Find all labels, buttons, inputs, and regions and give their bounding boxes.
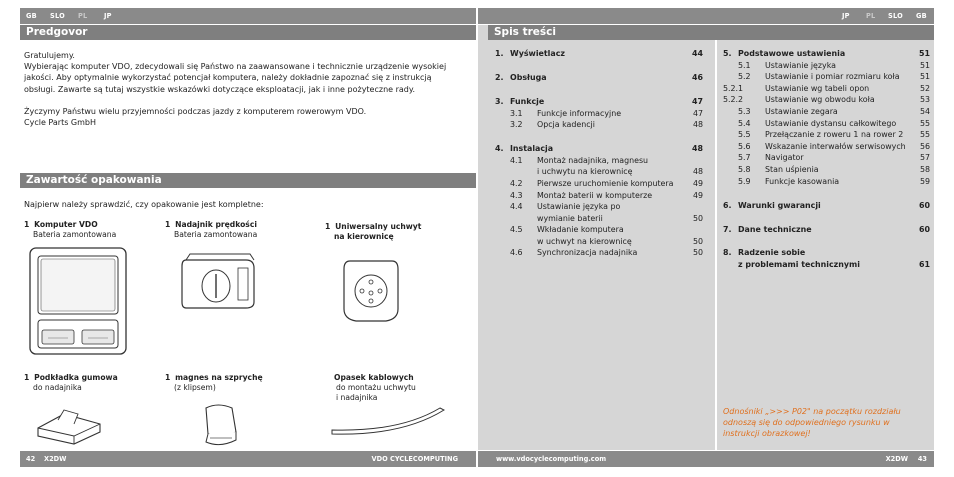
toc-entry[interactable]	[723, 200, 930, 212]
toc-entry[interactable]	[495, 213, 703, 225]
lang-jp[interactable]: JP	[104, 12, 112, 20]
toc-entry[interactable]	[495, 190, 703, 202]
toc-text: Pierwsze uruchomienie komputera	[537, 178, 674, 188]
footer-model-left: X2DW	[44, 455, 67, 463]
preface-spacer	[24, 95, 469, 106]
toc-page: 54	[919, 106, 930, 116]
toc-entry[interactable]	[495, 247, 703, 259]
toc-text: Ustawianie i pomiar rozmiaru koła	[765, 72, 900, 82]
footer-model-right: X2DW	[885, 455, 908, 463]
toc-entry[interactable]	[495, 178, 703, 190]
note-line: instrukcji obrazkowej!	[723, 429, 811, 439]
toc-gap	[723, 235, 930, 247]
toc-text: w uchwyt na kierownicę	[537, 236, 632, 246]
toc-number: 2.	[495, 72, 504, 82]
toc-entry[interactable]	[495, 72, 703, 84]
item-sub: i nadajnika	[336, 393, 378, 403]
item-name: Komputer VDO	[34, 220, 98, 229]
toc-number: 5.1	[738, 60, 751, 70]
toc-entry[interactable]	[723, 224, 930, 236]
toc-gap	[723, 187, 930, 199]
toc-number: 4.4	[510, 202, 523, 212]
item-qty: 1	[24, 373, 30, 382]
item-sub: Bateria zamontowana	[174, 230, 258, 240]
toc-number: 3.	[495, 96, 504, 106]
toc-number: 4.3	[510, 190, 523, 200]
toc-gap	[723, 211, 930, 223]
toc-text: Wkładanie komputera	[537, 225, 624, 235]
toc-page: 51	[919, 72, 930, 82]
transmitter-illustration	[180, 252, 260, 312]
lang-gb[interactable]: GB	[26, 12, 37, 20]
toc-text: Ustawianie języka po	[537, 202, 621, 212]
item-magnet	[165, 373, 263, 393]
toc-page: 55	[919, 118, 930, 128]
lang-gb-right[interactable]: GB	[916, 12, 927, 20]
footer-right	[478, 451, 934, 467]
item-name: Nadajnik prędkości	[175, 220, 257, 229]
item-qty: 1	[24, 220, 30, 229]
item-sub: do nadajnika	[33, 383, 82, 393]
item-name: magnes na szprychę	[175, 373, 263, 382]
item-name: Opasek kablowych	[334, 373, 414, 382]
lang-slo-right[interactable]: SLO	[888, 12, 903, 20]
toc-page: 49	[692, 190, 703, 200]
toc-entry[interactable]	[723, 60, 930, 72]
toc-page: 51	[919, 60, 930, 70]
toc-page: 50	[692, 248, 703, 258]
lang-slo[interactable]: SLO	[50, 12, 65, 20]
toc-text: Ustawianie wg obwodu koła	[765, 95, 875, 105]
toc-entry[interactable]	[495, 143, 703, 155]
toc-text: Ustawianie zegara	[765, 106, 838, 116]
toc-number: 5.5	[738, 130, 751, 140]
toc-text: i uchwytu na kierownicę	[537, 167, 633, 177]
toc-gap	[495, 60, 703, 72]
item-bracket	[325, 222, 421, 242]
footer-brand: VDO CYCLECOMPUTING	[371, 455, 458, 463]
toc-page: 48	[692, 120, 703, 130]
toc-text: Funkcje	[510, 96, 545, 106]
toc-number: 3.2	[510, 120, 523, 130]
toc-entry[interactable]	[723, 247, 930, 259]
toc-text: Stan uśpienia	[765, 164, 819, 174]
note-line: odnoszą się do odpowiedniego rysunku w	[723, 418, 890, 428]
toc-entry[interactable]	[495, 155, 703, 167]
toc-entry[interactable]	[723, 129, 930, 141]
toc-number: 5.3	[738, 106, 751, 116]
toc-page: 47	[692, 96, 703, 106]
toc-entry[interactable]	[495, 96, 703, 108]
item-name: Uniwersalny uchwyt	[335, 222, 422, 231]
toc-entry[interactable]	[723, 152, 930, 164]
preface-text	[24, 50, 469, 128]
toc-entry[interactable]	[723, 118, 930, 130]
toc-text: Wyświetlacz	[510, 49, 565, 58]
toc-entry[interactable]	[723, 83, 930, 95]
toc-number: 5.2	[738, 72, 751, 82]
toc-entry[interactable]	[495, 108, 703, 120]
item-transmitter	[165, 220, 257, 240]
cable-tie-illustration	[330, 404, 448, 438]
preface-line: obsługi. Zawarte są tutaj wszystkie wskazówki dotyczące eksploatacji, jak i inne pożyteczne rady.	[24, 84, 416, 94]
toc-entry[interactable]	[495, 224, 703, 236]
item-cable-ties	[334, 373, 416, 404]
toc-entry[interactable]	[723, 106, 930, 118]
toc-number: 5.8	[738, 164, 751, 174]
toc-number: 8.	[723, 248, 732, 258]
page-number-left: 42	[26, 455, 36, 463]
preface-line: Życzymy Państwu wielu przyjemności podczas jazdy z komputerem rowerowym VDO.	[24, 106, 367, 116]
toc-entry[interactable]	[495, 119, 703, 131]
toc-page: 44	[692, 49, 703, 58]
toc-number: 3.1	[510, 108, 523, 118]
toc-gap	[495, 84, 703, 96]
toc-page: 50	[692, 213, 703, 223]
toc-page: 57	[919, 153, 930, 163]
toc-column-2	[723, 48, 930, 271]
toc-number: 4.2	[510, 178, 523, 188]
note-line: Odnośniki „>>> P02" na początku rozdziału	[723, 407, 901, 416]
item-qty: 1	[165, 373, 171, 382]
toc-number: 5.9	[738, 176, 751, 186]
item-computer	[24, 220, 116, 240]
toc-text: Ustawianie dystansu całkowitego	[765, 118, 897, 128]
toc-text: Instalacja	[510, 144, 554, 154]
preface-line: Cycle Parts GmbH	[24, 118, 96, 128]
toc-text: z problemami technicznymi	[738, 260, 860, 270]
item-qty: 1	[165, 220, 171, 229]
toc-text: Opcja kadencji	[537, 120, 595, 130]
toc-page: 49	[692, 178, 703, 188]
toc-page: 56	[919, 141, 930, 151]
toc-entry[interactable]	[495, 236, 703, 248]
toc-column-1	[495, 48, 703, 259]
toc-entry[interactable]	[723, 94, 930, 106]
toc-number: 5.2.2	[723, 95, 744, 105]
toc-text: Ustawianie języka	[765, 60, 836, 70]
lang-pl[interactable]: PL	[78, 12, 88, 20]
toc-text: Podstawowe ustawienia	[738, 49, 846, 58]
toc-text: Warunki gwarancji	[738, 200, 821, 210]
toc-entry[interactable]	[723, 259, 930, 271]
toc-text: Ustawianie wg tabeli opon	[765, 83, 870, 93]
toc-page: 60	[919, 200, 930, 210]
toc-number: 4.6	[510, 248, 523, 258]
preface-line: jakości. Aby optymalnie wykorzystać potencjał komputera, należy dokładnie zapoznać się z instrukcją	[24, 73, 432, 83]
toc-page: 48	[692, 167, 703, 177]
item-sub: Bateria zamontowana	[33, 230, 117, 240]
toc-text: Przełączanie z roweru 1 na rower 2	[765, 130, 904, 140]
toc-text: Dane techniczne	[738, 224, 812, 234]
toc-number: 6.	[723, 200, 732, 210]
toc-text: Montaż baterii w komputerze	[537, 190, 653, 200]
toc-page: 46	[692, 72, 703, 82]
lang-jp-right[interactable]: JP	[842, 12, 850, 20]
toc-text: Funkcje informacyjne	[537, 108, 622, 118]
toc-page: 52	[919, 83, 930, 93]
toc-title: Spis treści	[488, 25, 934, 40]
toc-text: Wskazanie interwałów serwisowych	[765, 141, 906, 151]
toc-entry[interactable]	[495, 48, 703, 60]
preface-title: Predgovor	[20, 25, 476, 40]
toc-number: 5.4	[738, 118, 751, 128]
toc-gap	[495, 131, 703, 143]
item-qty: 1	[325, 222, 331, 231]
toc-number: 5.6	[738, 141, 751, 151]
toc-entry[interactable]	[723, 48, 930, 60]
item-sub: (z klipsem)	[174, 383, 216, 393]
toc-entry[interactable]	[495, 166, 703, 178]
toc-entry[interactable]	[723, 176, 930, 188]
footer-url[interactable]: www.vdocyclecomputing.com	[496, 455, 607, 463]
toc-number: 5.2.1	[723, 83, 744, 93]
toc-number: 7.	[723, 224, 732, 234]
computer-illustration	[28, 246, 128, 358]
toc-number: 5.	[723, 49, 732, 58]
item-rubber-pad	[24, 373, 118, 393]
toc-number: 4.1	[510, 155, 523, 165]
item-name: Podkładka gumowa	[34, 373, 118, 382]
toc-text: Obsługa	[510, 72, 547, 82]
toc-entry[interactable]	[723, 164, 930, 176]
toc-entry[interactable]	[723, 71, 930, 83]
toc-page: 55	[919, 130, 930, 140]
toc-text: Radzenie sobie	[738, 248, 806, 258]
preface-line: Gratulujemy.	[24, 51, 75, 60]
header-bar-right	[478, 8, 934, 24]
package-intro: Najpierw należy sprawdzić, czy opakowanie jest kompletne:	[24, 200, 264, 209]
toc-page: 61	[919, 260, 930, 270]
toc-number: 5.7	[738, 153, 751, 163]
preface-line: Wybierając komputer VDO, zdecydowali się Państwo na zaawansowane i technicznie urządzenie wysokiej	[24, 62, 447, 72]
toc-text: Funkcje kasowania	[765, 176, 840, 186]
toc-page: 51	[919, 49, 930, 58]
toc-entry[interactable]	[495, 201, 703, 213]
rubber-pad-illustration	[34, 404, 106, 446]
toc-page: 59	[919, 176, 930, 186]
page-number-right: 43	[917, 455, 927, 463]
item-sub: do montażu uchwytu	[336, 383, 416, 393]
toc-number: 1.	[495, 49, 504, 58]
toc-text: Montaż nadajnika, magnesu	[537, 155, 649, 165]
toc-page: 60	[919, 224, 930, 234]
reference-note	[723, 406, 933, 440]
package-title: Zawartość opakowania	[20, 173, 476, 188]
toc-entry[interactable]	[723, 141, 930, 153]
toc-page: 47	[692, 108, 703, 118]
toc-page: 48	[692, 144, 703, 154]
header-bar-left	[20, 8, 476, 24]
toc-number: 4.5	[510, 225, 523, 235]
magnet-illustration	[198, 402, 242, 448]
toc-page: 53	[919, 95, 930, 105]
footer-left	[20, 451, 476, 467]
item-sub: na kierownicę	[334, 232, 394, 242]
toc-page: 50	[692, 236, 703, 246]
toc-number: 4.	[495, 144, 504, 154]
toc-text: wymianie baterii	[537, 213, 603, 223]
toc-page: 58	[919, 164, 930, 174]
toc-text: Synchronizacja nadajnika	[537, 248, 638, 258]
toc-text: Navigator	[765, 153, 804, 163]
lang-pl-right[interactable]: PL	[866, 12, 876, 20]
bracket-illustration	[340, 257, 402, 325]
